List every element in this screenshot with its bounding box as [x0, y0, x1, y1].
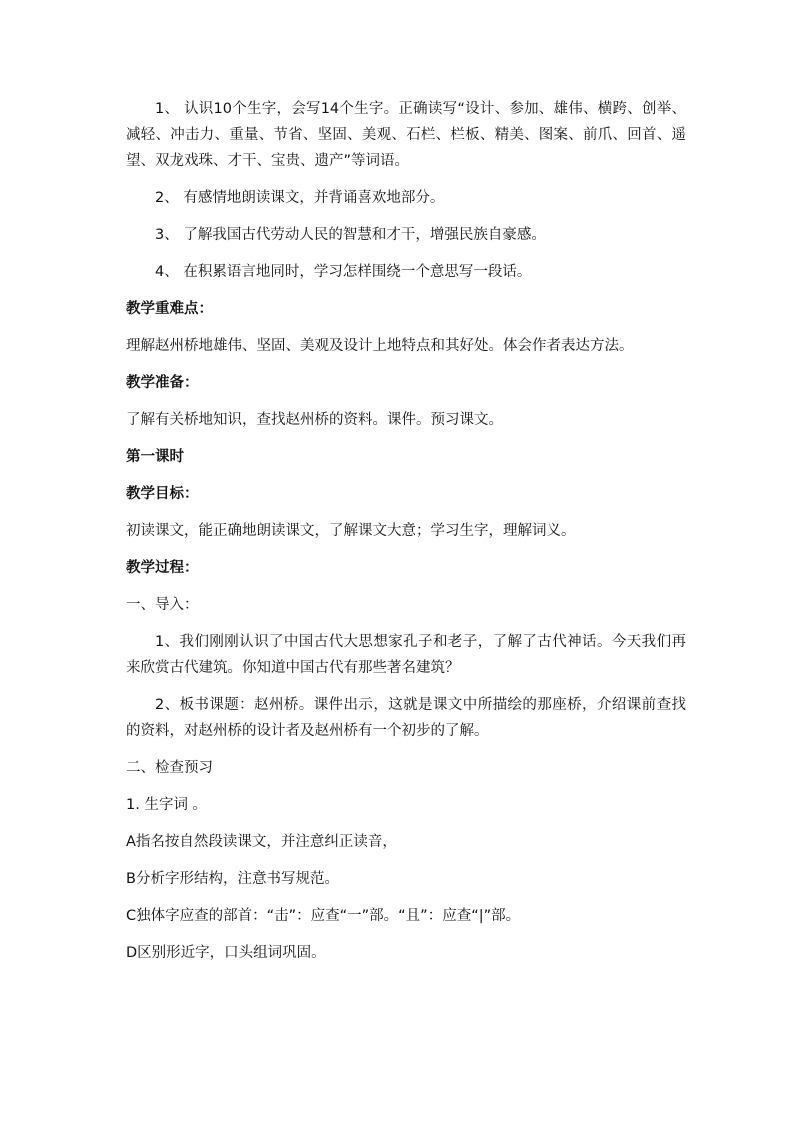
key-points-text: 理解赵州桥地雄伟、坚固、美观及设计上地特点和其好处。体会作者表达方法。	[126, 338, 634, 354]
preparation-heading: 教学准备：	[126, 375, 199, 391]
section-check-heading: 二、检查预习	[126, 760, 213, 776]
check-item-5: D区别形近字，口头组词巩固。	[126, 945, 326, 961]
lesson-one-title: 第一课时	[126, 449, 184, 465]
goal-text: 初读课文，能正确地朗读课文，了解课文大意；学习生字，理解词义。	[126, 523, 576, 539]
goal-heading: 教学目标：	[126, 486, 199, 502]
objective-1: 1、 认识10个生字，会写14个生字。正确读写“设计、参加、雄伟、横跨、创举、减轻、冲击力、重量、节省、坚固、美观、石栏、栏板、精美、图案、前爪、回首、遥望、双龙戏珠、才干、宝贵、遗产”等词语。	[126, 101, 686, 169]
check-item-4: C独体字应查的部首：“击”：应查“一”部。“且”：应查“|”部。	[126, 908, 521, 924]
objective-3: 3、 了解我国古代劳动人民的智慧和才干，增强民族自豪感。	[155, 227, 546, 243]
section-intro-heading: 一、导入：	[126, 597, 199, 613]
key-points-heading: 教学重难点：	[126, 301, 213, 317]
check-item-2: A指名按自然段读课文，并注意纠正读音，	[126, 834, 397, 850]
objective-4: 4、 在积累语言地同时，学习怎样围绕一个意思写一段话。	[155, 264, 532, 280]
preparation-text: 了解有关桥地知识，查找赵州桥的资料。课件。预习课文。	[126, 412, 503, 428]
document-body	[126, 96, 686, 977]
intro-item-2: 2、板书课题：赵州桥。课件出示，这就是课文中所描绘的那座桥，介绍课前查找的资料，对赵州桥的设计者及赵州桥有一个初步的了解。	[126, 697, 686, 739]
intro-item-1: 1、我们刚刚认识了中国古代大思想家孔子和老子，了解了古代神话。今天我们再来欣赏古代建筑。你知道中国古代有那些著名建筑？	[126, 634, 686, 676]
process-heading: 教学过程：	[126, 560, 199, 576]
check-item-1: 1. 生字词 。	[126, 797, 208, 813]
check-item-3: B分析字形结构，注意书写规范。	[126, 871, 339, 887]
objective-2: 2、 有感情地朗读课文，并背诵喜欢地部分。	[155, 190, 445, 206]
